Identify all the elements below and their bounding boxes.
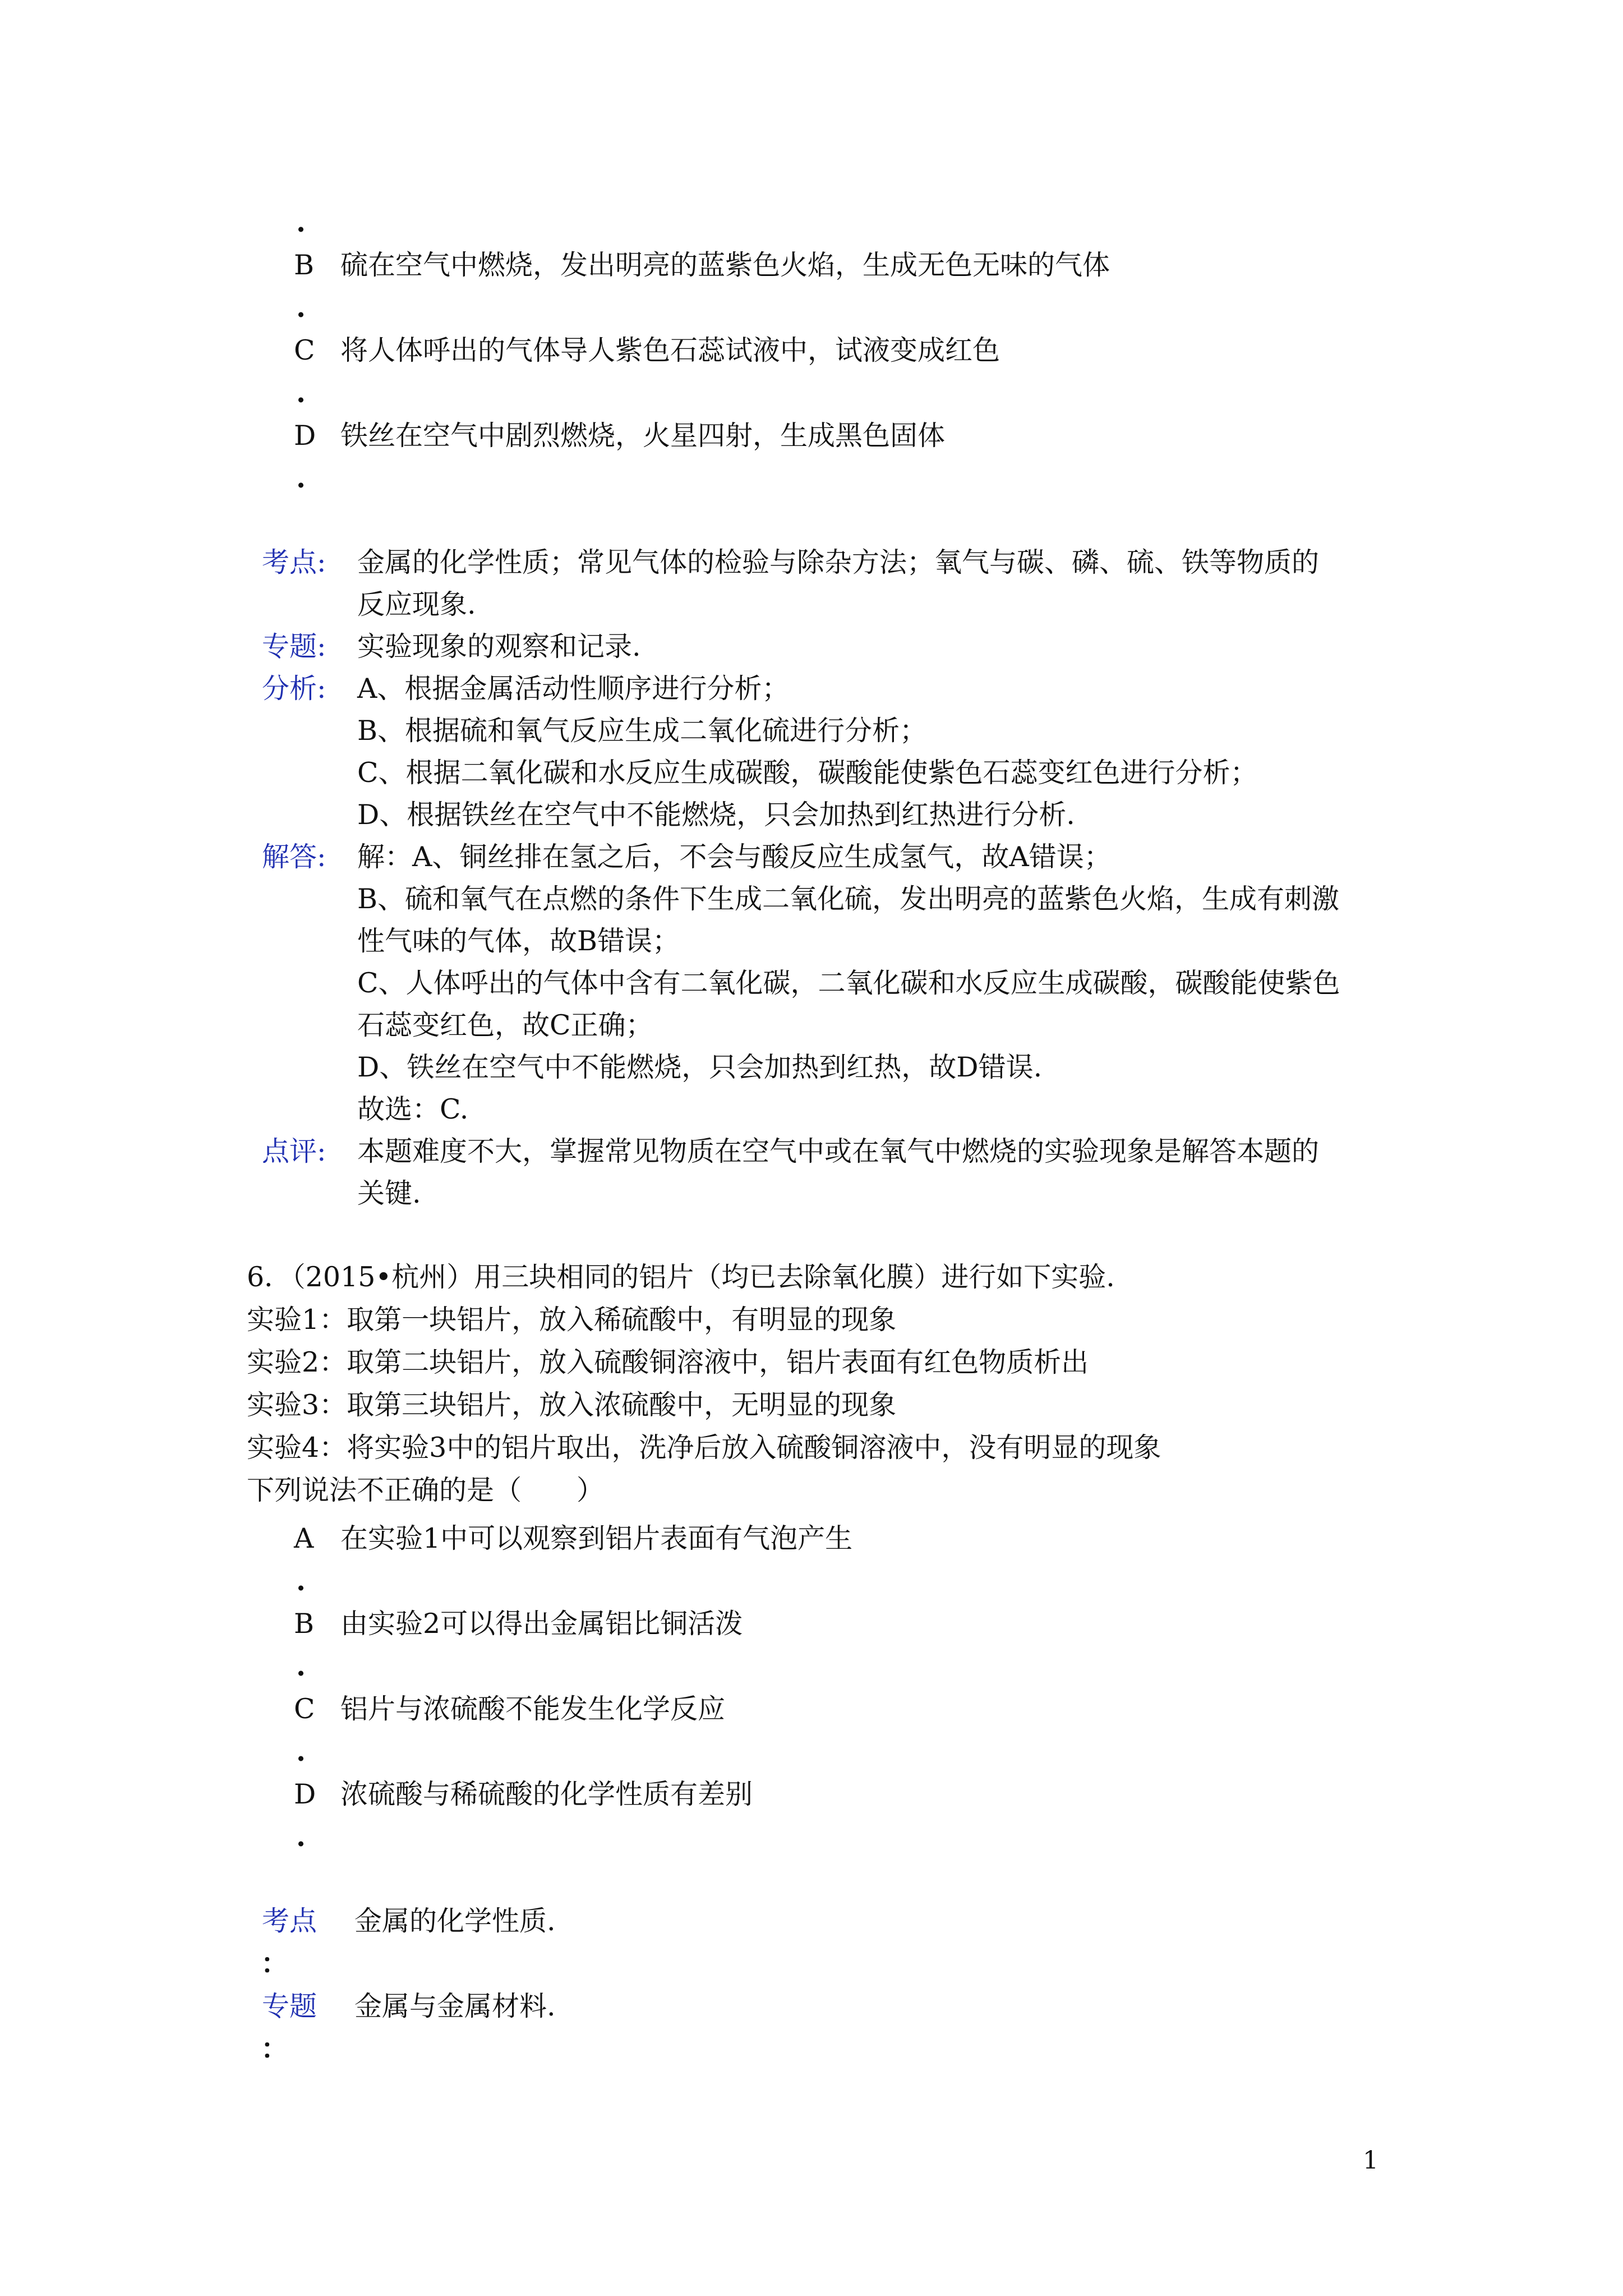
option-dot: . <box>296 1650 306 1682</box>
experiment-line: 实验2：取第二块铝片，放入硫酸铜溶液中，铝片表面有红色物质析出 <box>247 1346 1089 1378</box>
option-letter: C <box>294 1693 315 1725</box>
jieda-line: 故选：C. <box>357 1093 469 1125</box>
label-colon: ： <box>261 2032 289 2065</box>
fenxi-label: 分析: <box>262 673 326 705</box>
experiment-line: 实验4：将实验3中的铝片取出，洗净后放入硫酸铜溶液中，没有明显的现象 <box>247 1432 1161 1464</box>
jieda-line: B、硫和氧气在点燃的条件下生成二氧化硫，发出明亮的蓝紫色火焰，生成有刺激 <box>357 883 1340 915</box>
fenxi-line: B、根据硫和氧气反应生成二氧化硫进行分析； <box>357 715 928 747</box>
jieda-line: 解：A、铜丝排在氢之后，不会与酸反应生成氢气，故A错误； <box>357 841 1112 873</box>
label-colon: ： <box>261 1947 289 1980</box>
kaodian-text: 金属的化学性质. <box>354 1905 556 1937</box>
jieda-line: 性气味的气体，故B错误； <box>357 925 680 957</box>
option-letter: D <box>294 420 316 452</box>
option-text: 在实验1中可以观察到铝片表面有气泡产生 <box>340 1522 853 1554</box>
option-dot: . <box>296 1565 306 1597</box>
option-text: 铁丝在空气中剧烈燃烧，火星四射，生成黑色固体 <box>340 420 946 452</box>
zhuanti-label: 专题 <box>262 1990 317 2022</box>
option-letter: D <box>294 1778 316 1810</box>
dianping-line: 本题难度不大，掌握常见物质在空气中或在氧气中燃烧的实验现象是解答本题的 <box>357 1135 1320 1167</box>
experiment-line: 实验3：取第三块铝片，放入浓硫酸中，无明显的现象 <box>247 1389 897 1421</box>
option-letter: B <box>294 249 315 281</box>
kaodian-label: 考点: <box>262 546 326 578</box>
jieda-line: C、人体呼出的气体中含有二氧化碳，二氧化碳和水反应生成碳酸，碳酸能使紫色 <box>357 967 1340 999</box>
page-number: 1 <box>1363 2146 1378 2175</box>
jieda-line: 石蕊变红色，故C正确； <box>357 1009 653 1041</box>
option-text: 由实验2可以得出金属铝比铜活泼 <box>340 1608 743 1640</box>
zhuanti-text: 金属与金属材料. <box>354 1990 556 2022</box>
option-dot: . <box>296 376 306 409</box>
fenxi-line: D、根据铁丝在空气中不能燃烧，只会加热到红热进行分析. <box>357 799 1075 831</box>
option-text: 将人体呼出的气体导人紫色石蕊试液中，试液变成红色 <box>340 334 1000 366</box>
option-letter: A <box>294 1522 314 1554</box>
option-dot: . <box>296 1820 306 1853</box>
zhuanti-text: 实验现象的观察和记录. <box>357 631 641 662</box>
question-stem: 6．（2015•杭州）用三块相同的铝片（均已去除氧化膜）进行如下实验. <box>247 1261 1115 1293</box>
kaodian-line: 反应现象. <box>357 588 476 620</box>
option-dot: . <box>296 291 306 324</box>
option-letter: C <box>294 334 315 366</box>
dianping-label: 点评: <box>262 1135 326 1167</box>
option-dot: . <box>296 462 306 494</box>
option-letter: B <box>294 1608 315 1640</box>
option-text: 硫在空气中燃烧，发出明亮的蓝紫色火焰，生成无色无味的气体 <box>340 249 1110 281</box>
kaodian-line: 金属的化学性质；常见气体的检验与除杂方法；氧气与碳、磷、硫、铁等物质的 <box>357 546 1320 578</box>
jieda-label: 解答: <box>262 841 326 873</box>
question-prompt: 下列说法不正确的是（ ） <box>247 1474 605 1506</box>
dianping-line: 关键. <box>357 1177 421 1209</box>
fenxi-line: A、根据金属活动性顺序进行分析； <box>357 673 790 705</box>
kaodian-label: 考点 <box>262 1905 317 1937</box>
option-text: 浓硫酸与稀硫酸的化学性质有差别 <box>340 1778 753 1810</box>
fenxi-line: C、根据二氧化碳和水反应生成碳酸，碳酸能使紫色石蕊变红色进行分析； <box>357 757 1258 789</box>
jieda-line: D、铁丝在空气中不能燃烧，只会加热到红热，故D错误. <box>357 1051 1043 1083</box>
option-dot: . <box>296 206 306 238</box>
experiment-line: 实验1：取第一块铝片，放入稀硫酸中，有明显的现象 <box>247 1304 897 1336</box>
zhuanti-label: 专题: <box>262 631 326 662</box>
option-text: 铝片与浓硫酸不能发生化学反应 <box>340 1693 726 1725</box>
option-dot: . <box>296 1735 306 1768</box>
